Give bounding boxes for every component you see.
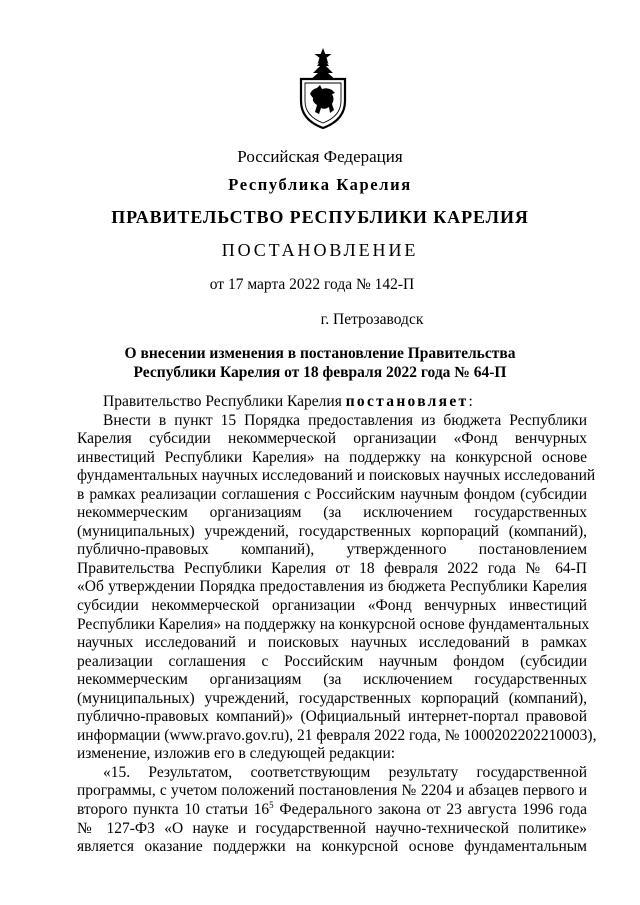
header-government: ПРАВИТЕЛЬСТВО РЕСПУБЛИКИ КАРЕЛИЯ [111, 207, 529, 227]
para1-line: изменение, изложив его в следующей редакции: [77, 745, 396, 763]
para1-line: (муниципальных) учреждений, государственных корпораций (компаний), [77, 689, 587, 707]
para2-line: является оказание поддержки на конкурсной основе фундаментальным [77, 838, 587, 856]
para1-line: информации (www.pravo.gov.ru), 21 февраля 2022 года, № 1000202202210003), [77, 726, 597, 744]
para1-line: некоммерческим организациям (за исключением государственных [77, 504, 587, 522]
intro-verb: постановляет [345, 393, 469, 410]
intro-suffix: : [468, 393, 473, 410]
document-body [77, 393, 597, 857]
para2-text: второго пункта 10 статьи 16 [77, 801, 270, 819]
header-doc-type: ПОСТАНОВЛЕНИЕ [221, 240, 419, 260]
header-city: г. Петрозаводск [320, 311, 424, 328]
para1-line: субсидии некоммерческой организации «Фонд венчурных инвестиций [77, 597, 587, 615]
para1-line: Внести в пункт 15 Порядка предоставления из бюджета Республики [103, 411, 587, 429]
para1-line: научных исследований и поисковых научных исследований в рамках [77, 634, 587, 652]
para1-line: некоммерческим организациям (за исключением государственных [77, 671, 587, 689]
para1-line: «Об утверждении Порядка предоставления из бюджета Республики Карелия [77, 578, 587, 596]
para2-line: программы, с учетом положений постановления № 2204 и абзацев первого и [77, 782, 587, 800]
superscript: 5 [269, 800, 274, 811]
document-title [0, 344, 640, 382]
header-republic: Республика Карелия [228, 175, 412, 194]
para1-line: Правительства Республики Карелия от 18 февраля 2022 года № 64-П [77, 559, 587, 577]
para1-line: Карелия субсидии некоммерческой организации «Фонд венчурных [77, 430, 587, 448]
para1-line: Республики Карелия» на поддержку на конкурсной основе фундаментальных [77, 615, 590, 633]
para2-text: Федерального закона от 23 августа 1996 года [273, 801, 587, 819]
para1-line: инвестиций Республики Карелия» на поддержку на конкурсной основе [77, 448, 587, 466]
intro-prefix: Правительство Республики Карелия [103, 393, 346, 410]
para1-line: в рамках реализации соглашения с Российским научным фондом (субсидии [77, 485, 587, 503]
header-country: Российская Федерация [237, 147, 403, 166]
karelia-coat-of-arms-icon [296, 46, 350, 130]
title-line: О внесении изменения в постановление Правительства [124, 345, 516, 362]
para2-line: «15. Результатом, соответствующим результату государственной [103, 763, 587, 781]
para1-line: фундаментальных научных исследований и поисковых научных исследований [77, 467, 596, 485]
para1-line: публично-правовых компаний), утвержденного постановлением [77, 541, 587, 559]
header-date-number: от 17 марта 2022 года № 142-П [209, 276, 415, 293]
para1-line: реализации соглашения с Российским научным фондом (субсидии [77, 652, 587, 670]
para1-line: (муниципальных) учреждений, государственных корпораций (компаний), [77, 522, 587, 540]
para1-line: публично-правовых компаний)» (Официальный интернет-портал правовой [77, 708, 587, 726]
para2-line [77, 801, 587, 820]
title-line: Республики Карелия от 18 февраля 2022 года № 64-П [133, 364, 507, 381]
para2-line: № 127-ФЗ «О науке и государственной научно-технической политике» [77, 819, 587, 837]
intro-line [77, 393, 587, 412]
